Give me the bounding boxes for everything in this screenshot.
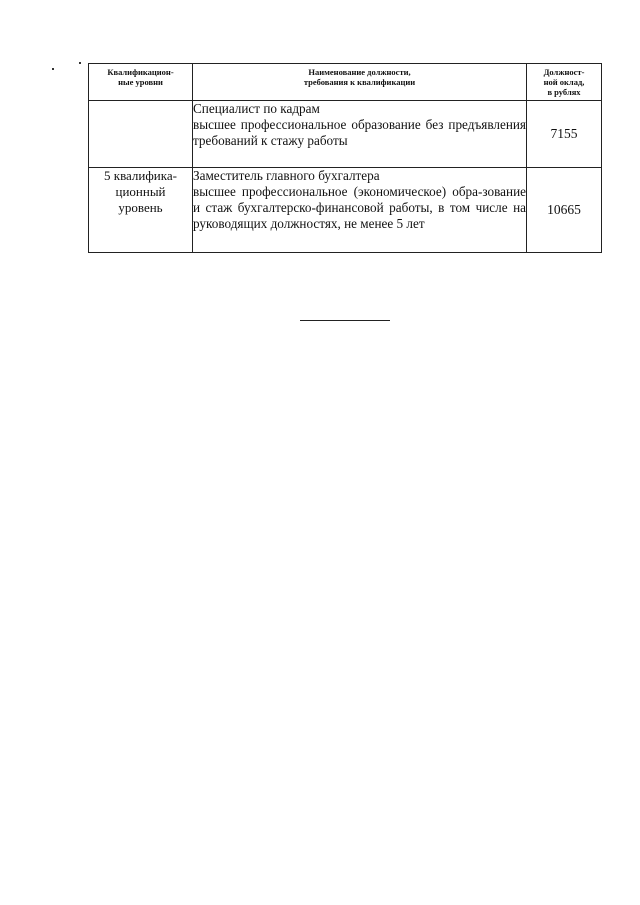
position-description-cell <box>193 101 527 168</box>
position-description-cell <box>193 168 527 253</box>
scan-speck <box>79 62 81 64</box>
qualification-salary-table <box>88 63 602 253</box>
qualification-level-cell: 5 квалифика- ционный уровень <box>89 168 193 253</box>
table-header-row <box>89 64 602 101</box>
scan-speck <box>52 68 54 70</box>
position-requirements: высшее профессиональное образование без предъявления требований к стажу работы <box>193 117 526 148</box>
end-of-document-rule <box>300 320 390 321</box>
salary-cell: 7155 <box>527 101 602 168</box>
salary-cell: 10665 <box>527 168 602 253</box>
qualification-level-cell <box>89 101 193 168</box>
position-title: Специалист по кадрам <box>193 101 320 116</box>
header-qualification-levels: Квалификацион- ные уровни <box>89 64 193 101</box>
header-salary: Должност- ной оклад, в рублях <box>527 64 602 101</box>
header-position-name: Наименование должности, требования к квалификации <box>193 64 527 101</box>
position-requirements: высшее профессиональное (экономическое) обра-зование и стаж бухгалтерско-финансовой работы, в том числе на руководящих должностях, не менее 5 лет <box>193 184 526 231</box>
table-row <box>89 101 602 168</box>
position-title: Заместитель главного бухгалтера <box>193 168 380 183</box>
table-row <box>89 168 602 253</box>
